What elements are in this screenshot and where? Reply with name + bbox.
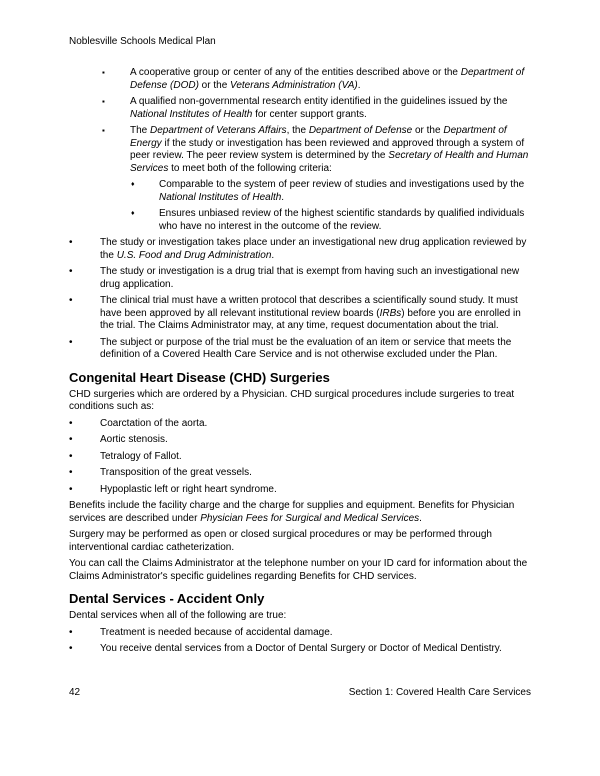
bullet-glyph-icon: ▪	[102, 68, 105, 77]
bullet-item-level-1	[69, 451, 531, 464]
page-footer	[69, 687, 531, 699]
bullet-glyph-icon: •	[69, 450, 73, 462]
bullet-text: The study or investigation takes place under an investigational new drug application reviewed by the U.S. Food and Drug Administration.	[100, 237, 527, 261]
bullet-glyph-icon: •	[69, 295, 73, 306]
bullet-text: A qualified non-governmental research entity identified in the guidelines issued by the National Institutes of Health for center support grants.	[130, 96, 508, 120]
bullet-glyph-icon: ▪	[102, 97, 105, 106]
section-heading: Dental Services - Accident Only	[69, 591, 265, 606]
bullet-glyph-icon: •	[69, 483, 73, 495]
page-number: 42	[69, 687, 81, 698]
bullet-text: Transposition of the great vessels.	[100, 467, 252, 478]
bullet-glyph-icon: •	[69, 434, 73, 445]
bullet-item-level-2	[102, 125, 531, 175]
bullet-item-level-1	[69, 643, 531, 656]
bullet-item-level-1	[69, 237, 531, 262]
bullet-item-level-1	[69, 627, 531, 640]
bullet-text: The study or investigation is a drug trial that is exempt from having such an investigational new drug application.	[100, 266, 520, 290]
bullet-item-level-1	[69, 266, 531, 291]
paragraph: Dental services when all of the following are true:	[69, 610, 287, 621]
bullet-item-level-3	[131, 208, 531, 233]
bullet-item-level-1	[69, 295, 531, 333]
bullet-text: Tetralogy of Fallot.	[100, 450, 182, 462]
section-heading: Congenital Heart Disease (CHD) Surgeries	[69, 369, 330, 385]
bullet-text: Ensures unbiased review of the highest scientific standards by qualified individuals who have no interest in the outcome of the review.	[159, 208, 525, 232]
bullet-glyph-icon: •	[69, 237, 73, 248]
bullet-item-level-2	[102, 96, 531, 121]
document-body	[69, 67, 531, 660]
bullet-glyph-icon: ♦	[131, 181, 135, 188]
footer-section-label: Section 1: Covered Health Care Services	[348, 687, 531, 698]
paragraph: CHD surgeries which are ordered by a Physician. CHD surgical procedures include surgeries to treat conditions such as:	[69, 388, 515, 412]
bullet-glyph-icon: •	[69, 336, 73, 348]
bullet-text: The clinical trial must have a written protocol that describes a scientifically sound study. It must have been approved by all relevant institutional review boards (IRBs) before you are enrolled in the trial. The Claims Administrator may, at any time, request documentation about the trial.	[100, 295, 521, 331]
bullet-item-level-1	[69, 434, 531, 447]
bullet-text: The subject or purpose of the trial must be the evaluation of an item or service that meets the definition of a Covered Health Care Service and is not otherwise excluded under the Plan.	[100, 336, 512, 360]
bullet-glyph-icon: •	[69, 417, 73, 429]
paragraph: Surgery may be performed as open or closed surgical procedures or may be performed through interventional cardiac catheterization.	[69, 529, 492, 553]
bullet-text: Hypoplastic left or right heart syndrome.	[100, 483, 277, 495]
bullet-item-level-1	[69, 484, 531, 497]
bullet-glyph-icon: ▪	[102, 126, 105, 135]
paragraph: Benefits include the facility charge and the charge for supplies and equipment. Benefits for Physician services are described under Physician Fees for Surgical and Medical Services.	[69, 500, 515, 524]
bullet-glyph-icon: ♦	[131, 210, 135, 217]
bullet-glyph-icon: •	[69, 467, 73, 478]
bullet-glyph-icon: •	[69, 626, 73, 638]
bullet-item-level-2	[102, 67, 531, 92]
paragraph: You can call the Claims Administrator at the telephone number on your ID card for information about the Claims Administrator's specific guidelines regarding Benefits for CHD services.	[69, 558, 528, 582]
running-header: Noblesville Schools Medical Plan	[69, 36, 216, 47]
bullet-text: The Department of Veterans Affairs, the Department of Defense or the Department of Energy if the study or investigation has been reviewed and approved through a system of peer review. The peer review system is determined by the Secretary of Health and Human Services to meet both of the following criteria:	[130, 125, 529, 174]
bullet-item-level-3	[131, 179, 531, 204]
bullet-text: Coarctation of the aorta.	[100, 417, 208, 429]
bullet-item-level-1	[69, 418, 531, 431]
bullet-text: A cooperative group or center of any of the entities described above or the Department of Defense (DOD) or the Veterans Administration (VA).	[130, 67, 525, 91]
bullet-item-level-1	[69, 467, 531, 480]
bullet-text: Treatment is needed because of accidental damage.	[100, 626, 333, 638]
bullet-glyph-icon: •	[69, 266, 73, 277]
bullet-text: You receive dental services from a Doctor of Dental Surgery or Doctor of Medical Dentistry.	[100, 643, 502, 654]
bullet-glyph-icon: •	[69, 643, 73, 654]
bullet-text: Aortic stenosis.	[100, 434, 168, 445]
bullet-item-level-1	[69, 337, 531, 362]
bullet-text: Comparable to the system of peer review of studies and investigations used by the National Institutes of Health.	[159, 179, 525, 203]
